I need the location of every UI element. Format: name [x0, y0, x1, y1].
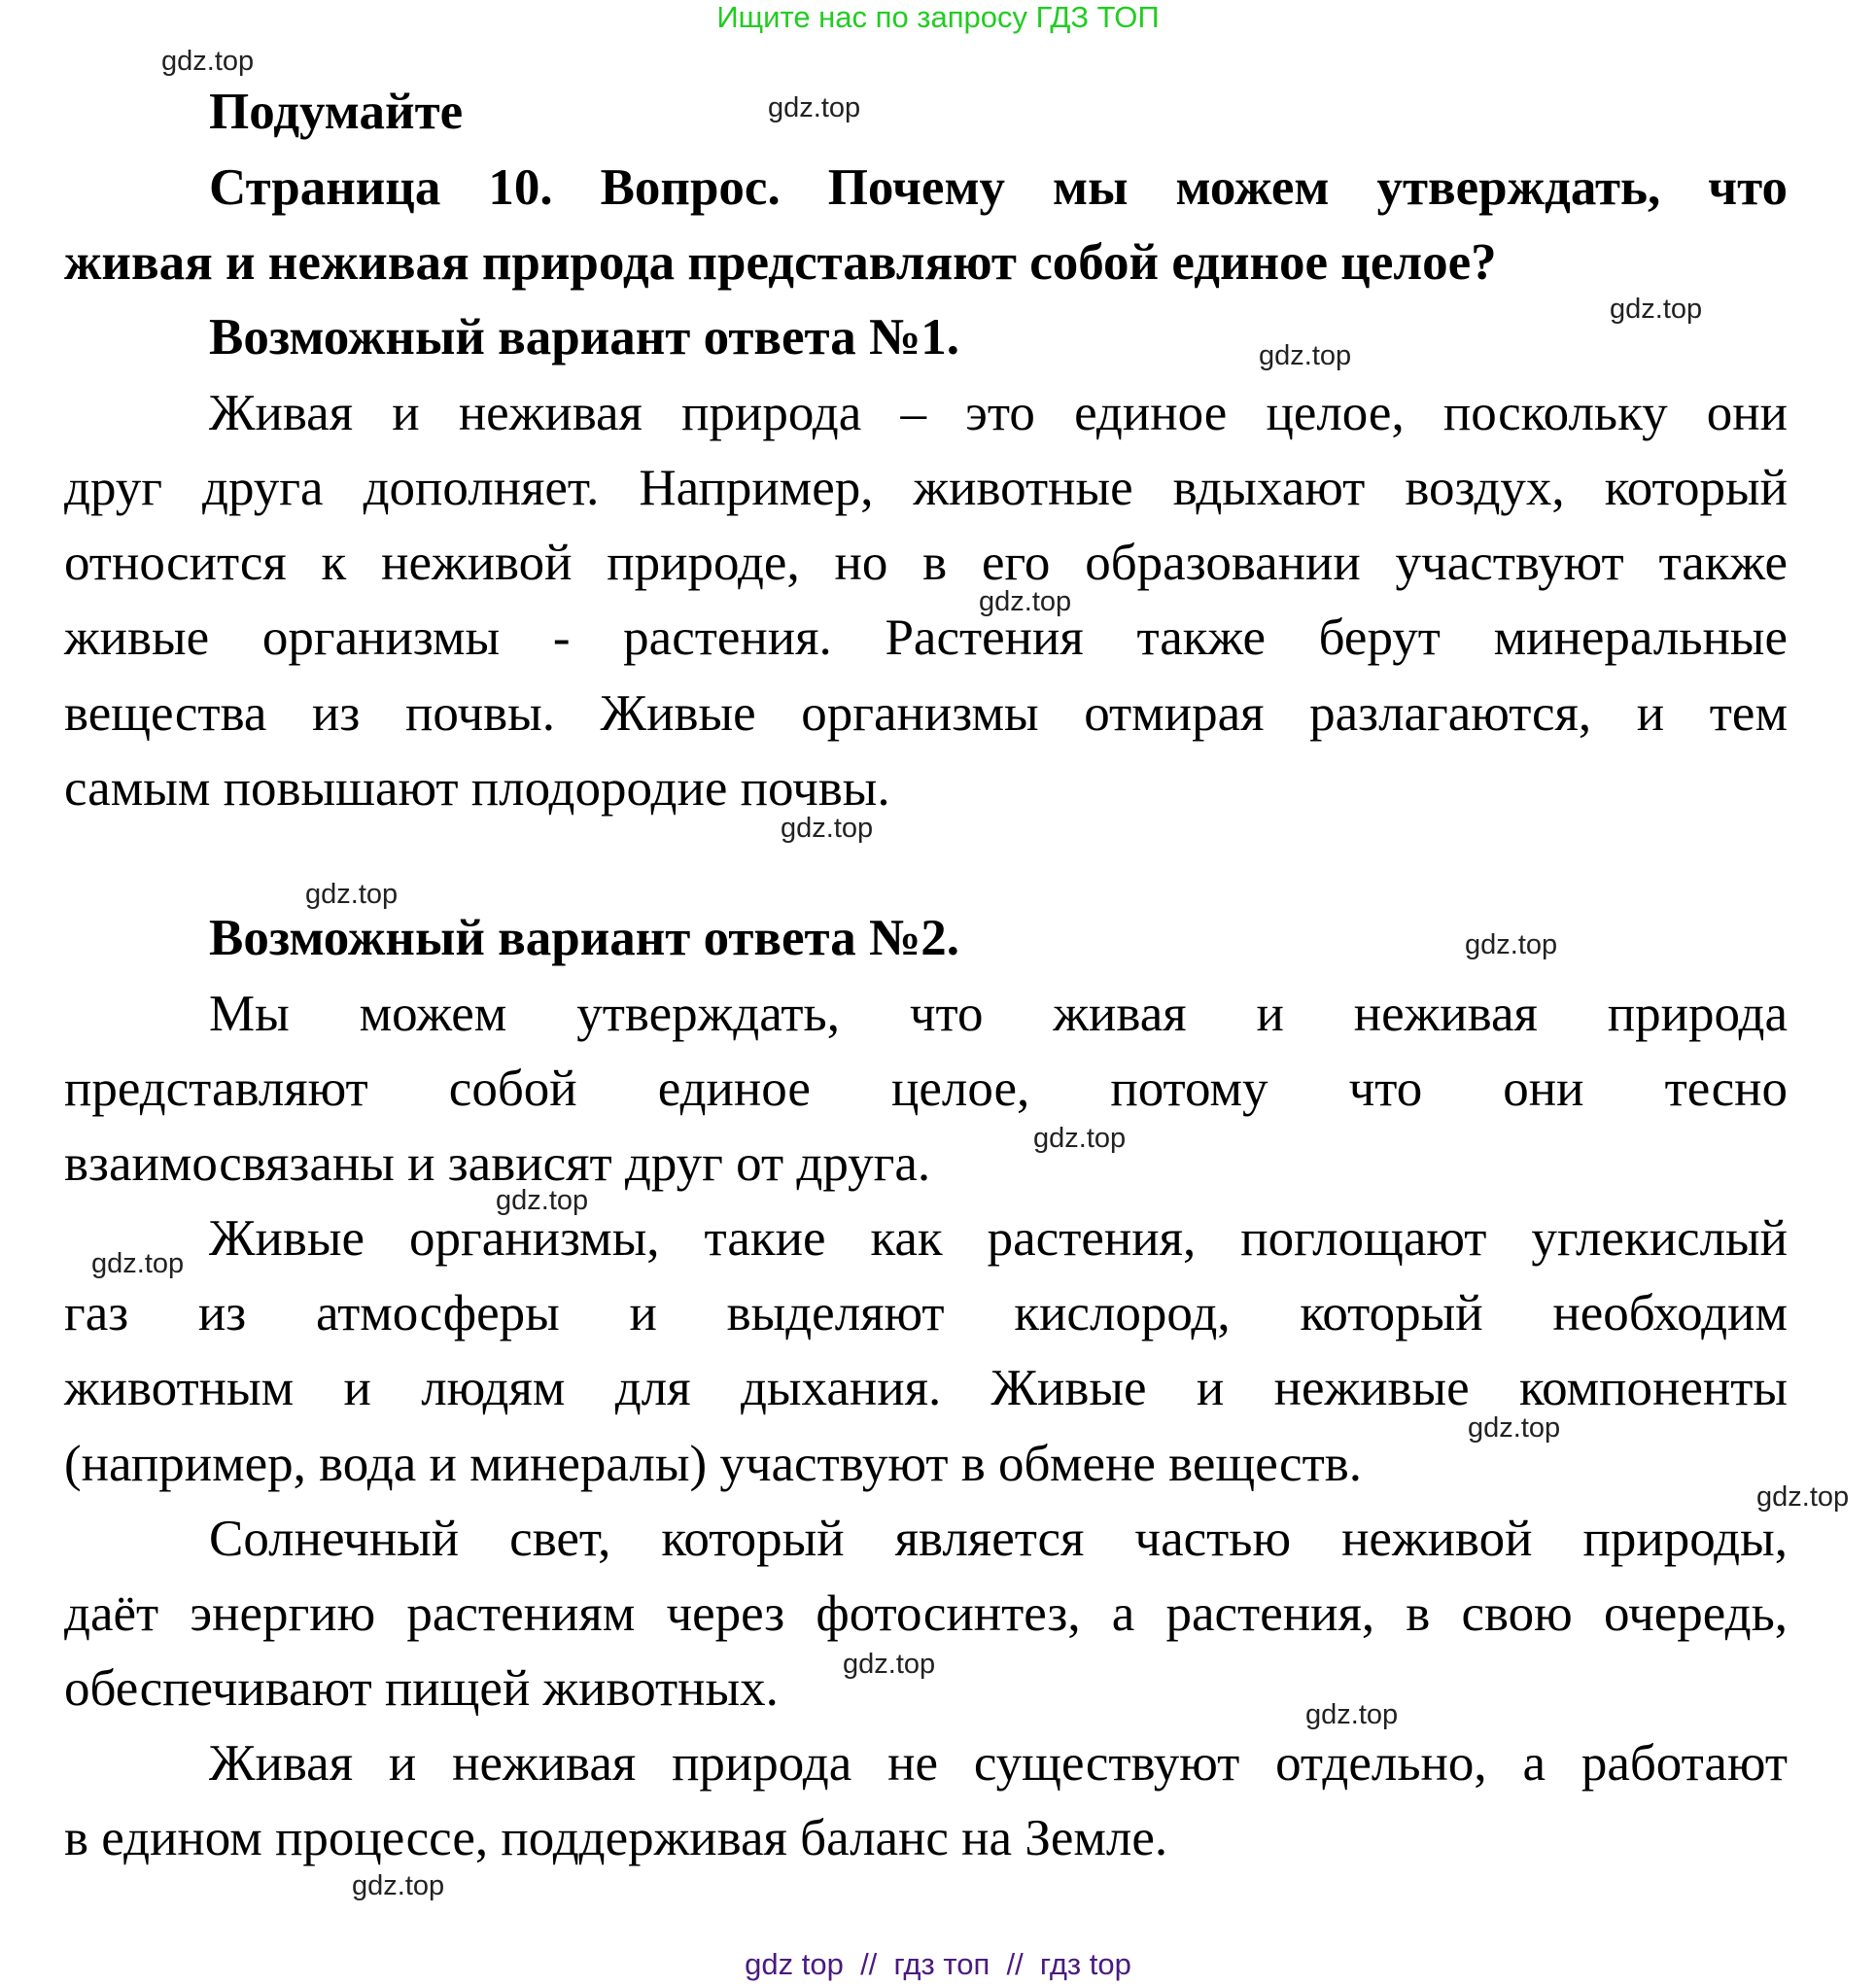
answer1-title: Возможный вариант ответа №1. — [209, 309, 959, 366]
section-title: Подумайте — [209, 84, 464, 140]
watermark: gdz.top — [1468, 1412, 1561, 1444]
footer-links: gdz top // гдз топ // гдз top — [745, 1947, 1131, 1981]
watermark: gdz.top — [161, 46, 255, 77]
watermark: gdz.top — [768, 92, 861, 123]
answer2-title: Возможный вариант ответа №2. — [209, 910, 959, 966]
watermark: gdz.top — [496, 1185, 589, 1216]
answer2-line: Живая и неживая природа не существуют отдельно, а работают — [209, 1735, 1788, 1792]
answer2-line: даёт энергию растениям через фотосинтез, а растения, в свою очередь, — [64, 1585, 1788, 1642]
answer2-line: Живые организмы, такие как растения, поглощают углекислый — [209, 1210, 1788, 1267]
watermark: gdz.top — [1610, 294, 1703, 325]
watermark: gdz.top — [305, 879, 399, 910]
answer1-line: вещества из почвы. Живые организмы отмирая разлагаются, и тем — [64, 685, 1788, 742]
watermark: gdz.top — [781, 813, 874, 844]
answer2-line: в едином процессе, поддерживая баланс на Земле. — [64, 1810, 1168, 1866]
answer1-line: живые организмы - растения. Растения также берут минеральные — [64, 609, 1788, 666]
question-line: живая и неживая природа представляют собой единое целое? — [64, 234, 1497, 291]
question-line: Страница 10. Вопрос. Почему мы можем утверждать, что — [209, 159, 1788, 216]
search-banner: Ищите нас по запросу ГДЗ ТОП — [716, 0, 1160, 34]
answer2-line: Солнечный свет, который является частью неживой природы, — [209, 1511, 1788, 1567]
watermark: gdz.top — [1259, 340, 1352, 371]
answer1-line: самым повышают плодородие почвы. — [64, 760, 890, 817]
watermark: gdz.top — [91, 1248, 185, 1279]
answer2-line: обеспечивают пищей животных. — [64, 1660, 779, 1717]
answer2-line: газ из атмосферы и выделяют кислород, который необходим — [64, 1285, 1788, 1341]
answer2-line: представляют собой единое целое, потому что они тесно — [64, 1061, 1788, 1117]
answer1-line: относится к неживой природе, но в его образовании участвуют также — [64, 535, 1788, 591]
watermark: gdz.top — [1305, 1699, 1399, 1730]
watermark: gdz.top — [843, 1649, 936, 1680]
watermark: gdz.top — [352, 1870, 445, 1901]
answer2-line: Мы можем утверждать, что живая и неживая природа — [209, 986, 1788, 1042]
answer2-line: (например, вода и минералы) участвуют в обмене веществ. — [64, 1436, 1363, 1492]
answer1-line: Живая и неживая природа – это единое целое, поскольку они — [209, 385, 1788, 441]
watermark: gdz.top — [979, 586, 1072, 617]
answer1-line: друг друга дополняет. Например, животные вдыхают воздух, который — [64, 460, 1788, 516]
watermark: gdz.top — [1033, 1123, 1127, 1154]
watermark: gdz.top — [1465, 929, 1558, 960]
watermark: gdz.top — [1756, 1481, 1850, 1513]
answer2-line: взаимосвязаны и зависят друг от друга. — [64, 1135, 931, 1192]
answer2-line: животным и людям для дыхания. Живые и неживые компоненты — [64, 1360, 1788, 1416]
